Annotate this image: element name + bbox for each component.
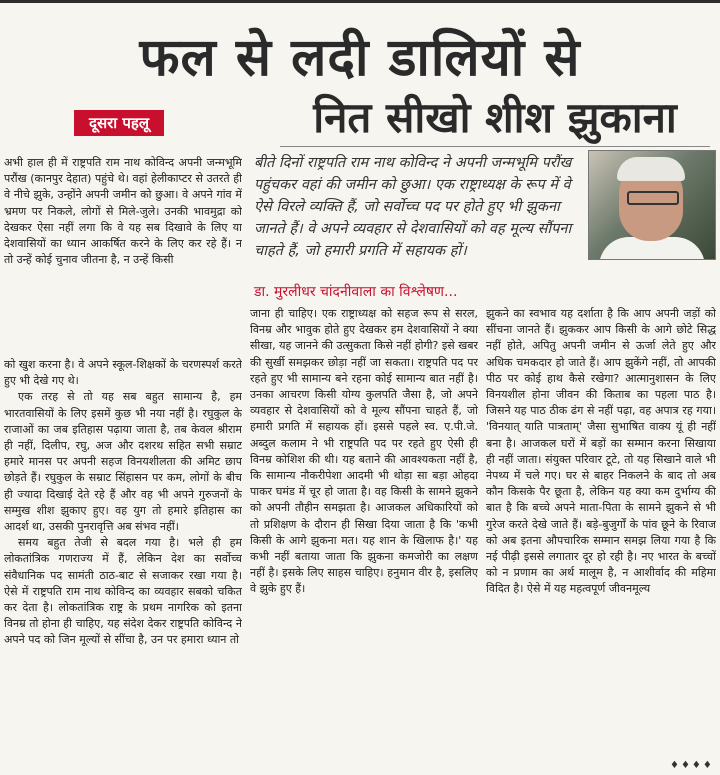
article-paragraph: एक तरह से तो यह सब बहुत सामान्य है, हम भारतवासियों के लिए इसमें कुछ भी नया नहीं है। रघुकुल के राजाओं का जब इतिहास पढ़ाया जाता है, तब केवल श्रीराम ही नहीं, दिलीप, रघु, अज और दशरथ सहित सभी सम्राट हमारे मानस पर अपनी सहज विनयशीलता की अमिट छाप छोड़ते हैं। रघुकुल के सम्राट सिंहासन पर कम, लोगों के बीच ही ज्यादा दिखाई देते रहे हैं और वह भी अपने गुरुजनों के सम्मुख शीश झुकाए हुए। वह युग तो हमारे इतिहास का आदर्श था, उसकी पुनरावृत्ति अब संभव नहीं। (4, 390, 242, 534)
article-column-right (486, 306, 716, 757)
photo-hair (617, 157, 685, 181)
headline-line-1: फल से लदी डालियों से (139, 28, 581, 88)
byline: डा. मुरलीधर चांदनीवाला का विश्लेषण... (254, 284, 458, 300)
article-paragraph: को खुश करना है। वे अपने स्कूल-शिक्षकों के चरणस्पर्श करते हुए भी देखे गए थे। (4, 358, 242, 388)
headline-underline (280, 146, 710, 147)
article-column-middle (250, 306, 478, 775)
author-photo (588, 150, 716, 260)
article-paragraph: झुकने का स्वभाव यह दर्शाता है कि आप अपनी जड़ों को सींचना जानते हैं। झुककर आप किसी के आगे छोटे सिद्ध नहीं होते, अपितु अपनी जमीन से ऊर्जा लेते हुए और अधिक चमकदार हो जाते हैं। आप झुकेंगे नहीं, तो आपकी पीठ पर कोई हाथ कैसे रखेगा? आत्मानुशासन के लिए विनयशील होना जीवन की किताब का पहला पाठ है। जिसने यह पाठ ठीक ढंग से नहीं पढ़ा, वह अपात्र रह गया। 'विनयात् याति पात्रताम्' जैसा सुभाषित वाक्य यूं ही नहीं बना है। आजकल घरों में बड़ों का सम्मान करना सिखाया ही नहीं जाता। संयुक्त परिवार टूटे, तो यह सिखाने वाले भी नेपथ्य में चले गए। घर से बाहर निकलने के बाद तो अब कौन किसके पैर छूता है, लेकिन यह क्या कम दुर्भाग्य की बात है कि बच्चे अपने माता-पिता के सामने झुकने से भी गुरेज करते देखे जाते हैं। बड़े-बुजुर्गों के पांव छूने के रिवाज को अब इतना औपचारिक सम्मान समझ लिया गया है कि नई पीढ़ी इससे लगातार दूर हो रही है। नए भारत के बच्चों को न प्रणाम का अर्थ मालूम है, न आशीर्वाद की महिमा विदित है। ऐसे में यह महत्वपूर्ण जीवनमूल्य (486, 307, 716, 596)
glasses-icon (627, 191, 679, 205)
article-paragraph: अभी हाल ही में राष्ट्रपति राम नाथ कोविन्द अपनी जन्मभूमि परौंख (कानपुर देहात) पहुंचे थे। वहां हेलीकाप्टर से उतरते ही वे नीचे झुके, उन्होंने अपनी जमीन को छुआ। वे अपने गांव में भ्रमण पर निकले, लोगों से मिले-जुले। उनकी भावमुद्रा को देखकर ऐसा नहीं लगा कि वे यह सब दिखावे के लिए या देशवासियों का ध्यान आकर्षित करने के लिए कर रहे हैं। न तो उन्हें कोई चुनाव जीतना है, न उन्हें किसी (4, 156, 242, 267)
article-paragraph: समय बहुत तेजी से बदल गया है। भले ही हम लोकतांत्रिक गणराज्य में हैं, लेकिन देश का सर्वोच्च संवैधानिक पद सामंती ठाठ-बाट से सजाकर रखा गया है। ऐसे में राष्ट्रपति राम नाथ कोविन्द का व्यवहार सबको चकित कर देता है। लोकतांत्रिक राष्ट्र के प्रथम नागरिक को इतना विनम्र तो होना ही चाहिए, यह संदेश देकर राष्ट्रपति कोविन्द ने अपने पद को जिन मूल्यों से सींचा है, उन पर हमारा ध्यान तो (4, 536, 242, 647)
article-column-left (4, 357, 242, 775)
intro-standfirst: बीते दिनों राष्ट्रपति राम नाथ कोविन्द ने अपनी जन्मभूमि परौंख पहुंचकर वहां की जमीन को छुआ। एक राष्ट्राध्यक्ष के रूप में वे ऐसे विरले व्यक्ति हैं, जो सर्वोच्च पद पर होते हुए भी झुकना जानते हैं। वे अपने व्यवहार से देशवासियों को वह मूल्य सौंपना चाहते हैं, जो हमारी प्रगति में सहायक हों। (254, 155, 572, 259)
end-mark: ♦♦♦♦ (670, 760, 714, 771)
headline-line-2: नित सीखो शीश झुकाना (313, 93, 677, 142)
article-paragraph: जाना ही चाहिए। एक राष्ट्राध्यक्ष को सहज रूप से सरल, विनम्र और भावुक होते हुए देखकर हम देशवासियों ने क्या सीखा, यह जानने की उत्सुकता किसे नहीं होगी? इसे खबर की सुर्खी समझकर छोड़ा नहीं जा सकता। राष्ट्रपति पद पर रहते हुए भी सामान्य बने रहना कोई सामान्य बात नहीं है। उनका आचरण किसी योग्य कुलपति जैसा है, जो अपने व्यवहार से देशवासियों को वे मूल्य सौंपना चाहते हैं, जो हमारी प्रगति में सहायक हों। इससे पहले स्व. ए.पी.जे. अब्दुल कलाम ने भी राष्ट्रपति पद पर रहते हुए ऐसी ही विनम्र कोशिश की थी। यह बताने की आवश्यकता नहीं है, कि सामान्य नौकरीपेशा आदमी भी थोड़ा सा बड़ा ओहदा पाकर घमंड में चूर हो जाता है। वह किसी के सामने झुकने को अपनी तौहीन समझता है। आजकल अधिकारियों को तो प्रशिक्षण के दौरान ही सिखा दिया जाता है कि 'कभी किसी के आगे झुकना मत। यह शान के खिलाफ है।' यह कभी नहीं बताया जाता कि झुकना कमजोरी का लक्षण नहीं है। इसके लिए साहस चाहिए। हनुमान वीर है, इसलिए वे झुके हुए हैं। (250, 307, 478, 596)
section-tag: दूसरा पहलू (74, 110, 164, 136)
top-rule (0, 0, 720, 3)
article-column-left-top (4, 155, 242, 357)
